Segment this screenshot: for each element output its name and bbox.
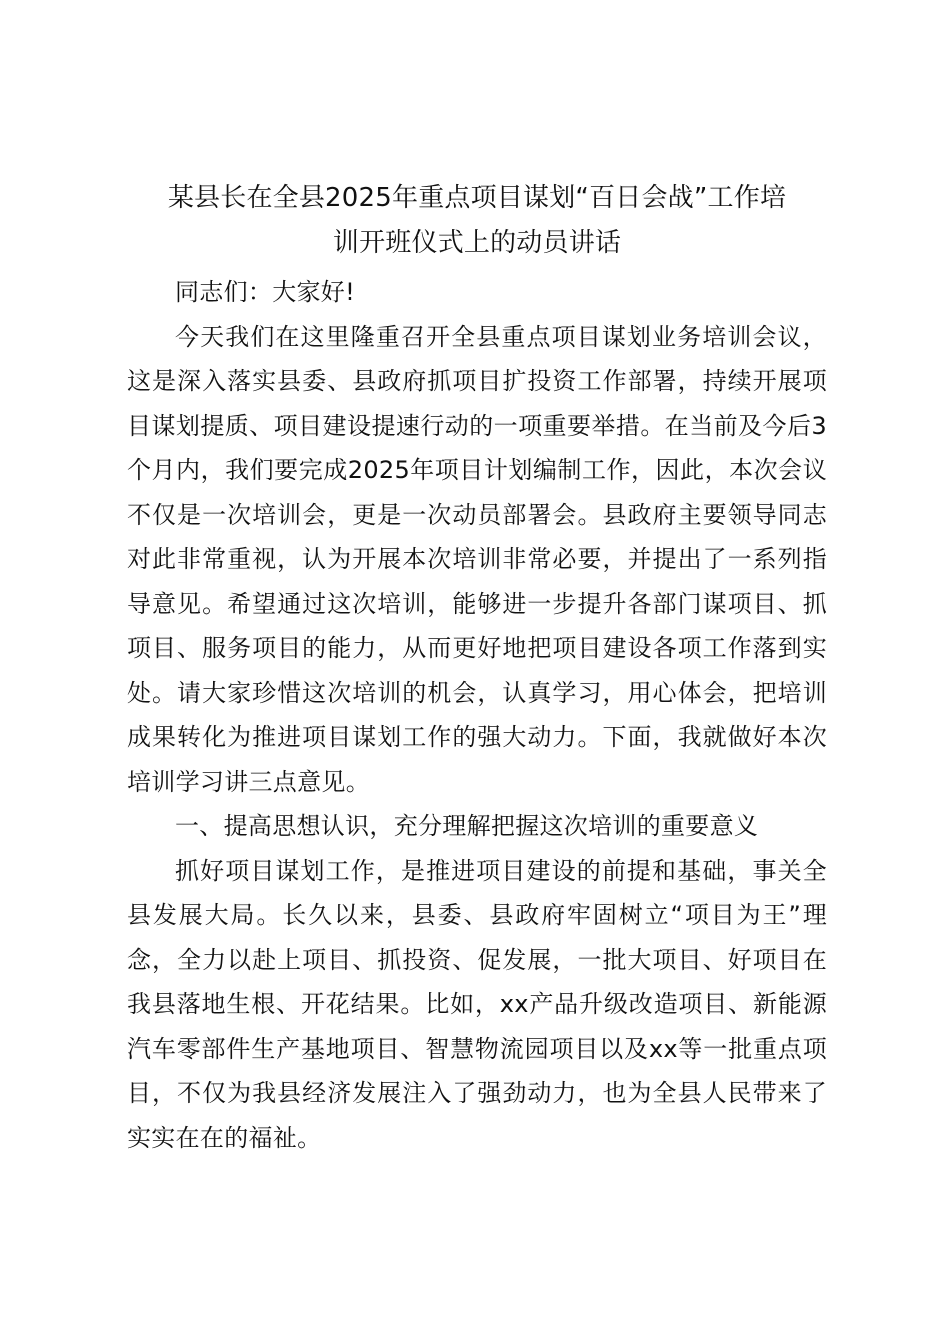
paragraph-intro: 今天我们在这里隆重召开全县重点项目谋划业务培训会议，这是深入落实县委、县政府抓项目扩投资工作部署，持续开展项目谋划提质、项目建设提速行动的一项重要举措。在当前及今后3个月内，我们要完成2025年项目计划编制工作，因此，本次会议不仅是一次培训会，更是一次动员部署会。县政府主要领导同志对此非常重视，认为开展本次培训非常必要，并提出了一系列指导意见。希望通过这次培训，能够进一步提升各部门谋项目、抓项目、服务项目的能力，从而更好地把项目建设各项工作落到实处。请大家珍惜这次培训的机会，认真学习，用心体会，把培训成果转化为推进项目谋划工作的强大动力。下面，我就做好本次培训学习讲三点意见。 xyxy=(127,322,827,796)
greeting: 同志们：大家好! xyxy=(175,278,356,306)
document-title xyxy=(127,176,827,270)
section-heading-1: 一、提高思想认识，充分理解把握这次培训的重要意义 xyxy=(175,812,759,840)
paragraph-section-1: 抓好项目谋划工作，是推进项目建设的前提和基础，事关全县发展大局。长久以来，县委、县政府牢固树立“项目为王”理念，全力以赴上项目、抓投资、促发展，一批大项目、好项目在我县落地生根、开花结果。比如，xx产品升级改造项目、新能源汽车零部件生产基地项目、智慧物流园项目以及xx等一批重点项目，不仅为我县经济发展注入了强劲动力，也为全县人民带来了实实在在的福祉。 xyxy=(127,856,827,1152)
document-body xyxy=(127,176,827,1160)
title-line-2: 训开班仪式上的动员讲话 xyxy=(332,228,622,258)
title-line-1: 某县长在全县2025年重点项目谋划“百日会战”工作培 xyxy=(167,183,787,213)
